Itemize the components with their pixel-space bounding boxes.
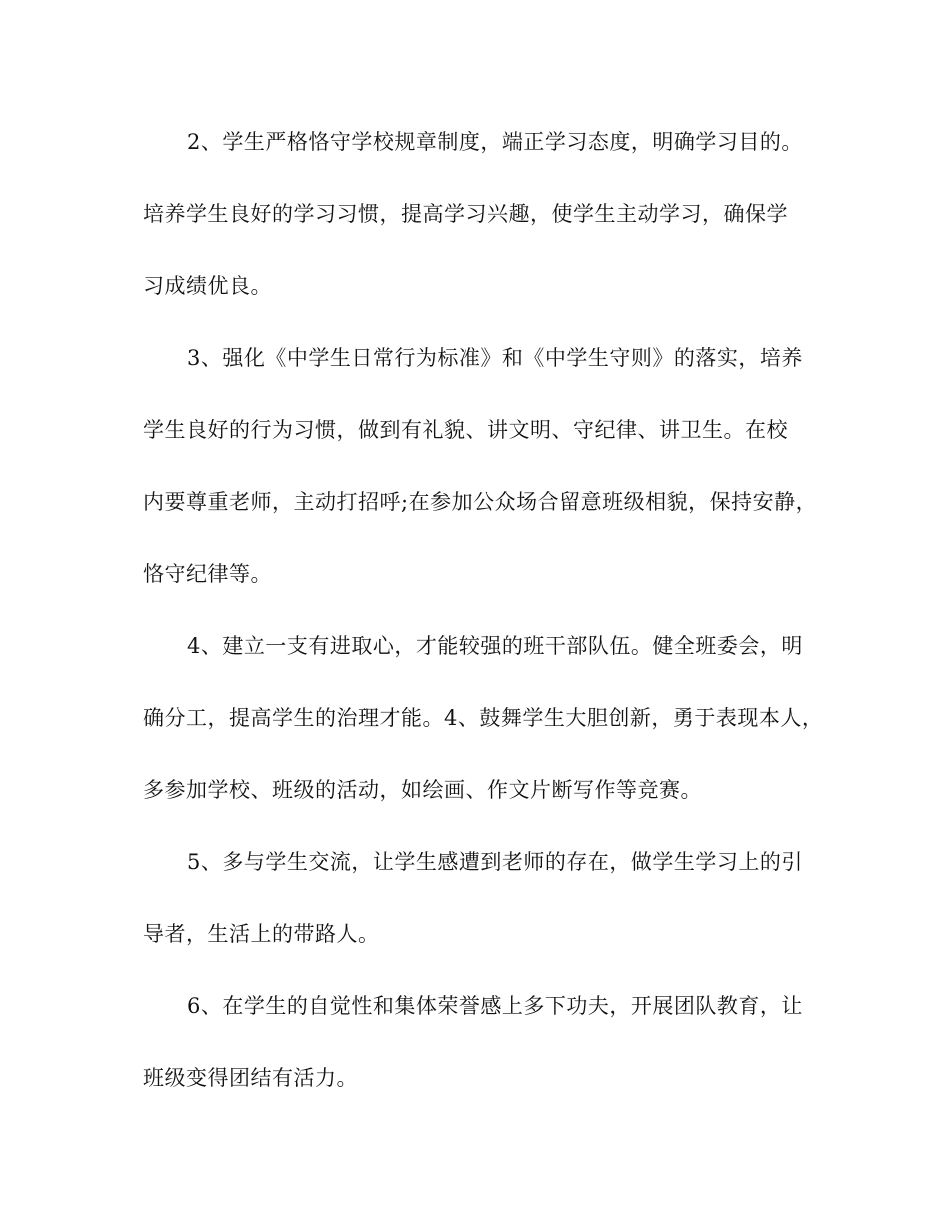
paragraph-4-line-1: 4、建立一支有进取心，才能较强的班干部队伍。健全班委会，明	[187, 634, 803, 658]
paragraph-5-line-2: 导者，生活上的带路人。	[143, 922, 380, 946]
document-body	[143, 122, 824, 1130]
paragraph-5-line-1: 5、多与学生交流，让学生感遭到老师的存在，做学生学习上的引	[187, 850, 803, 874]
paragraph-3-line-3: 内要尊重老师，主动打招呼;在参加公众场合留意班级相貌，保持安静，	[143, 490, 818, 514]
paragraph-4-line-2: 确分工，提高学生的治理才能。4、鼓舞学生大胆创新，勇于表现本人，	[143, 706, 824, 730]
paragraph-2-line-1: 2、学生严格恪守学校规章制度，端正学习态度，明确学习目的。	[187, 130, 803, 154]
paragraph-2-line-3: 习成绩优良。	[143, 274, 272, 298]
paragraph-2-line-2: 培养学生良好的学习习惯，提高学习兴趣，使学生主动学习，确保学	[143, 202, 788, 226]
paragraph-4-line-3: 多参加学校、班级的活动，如绘画、作文片断写作等竞赛。	[143, 778, 702, 802]
paragraph-6-line-1: 6、在学生的自觉性和集体荣誉感上多下功夫，开展团队教育，让	[187, 994, 803, 1018]
paragraph-6-line-2: 班级变得团结有活力。	[143, 1066, 358, 1090]
paragraph-3-line-2: 学生良好的行为习惯，做到有礼貌、讲文明、守纪律、讲卫生。在校	[143, 418, 788, 442]
paragraph-3-line-4: 恪守纪律等。	[143, 562, 272, 586]
paragraph-3-line-1: 3、强化《中学生日常行为标准》和《中学生守则》的落实，培养	[187, 346, 803, 370]
